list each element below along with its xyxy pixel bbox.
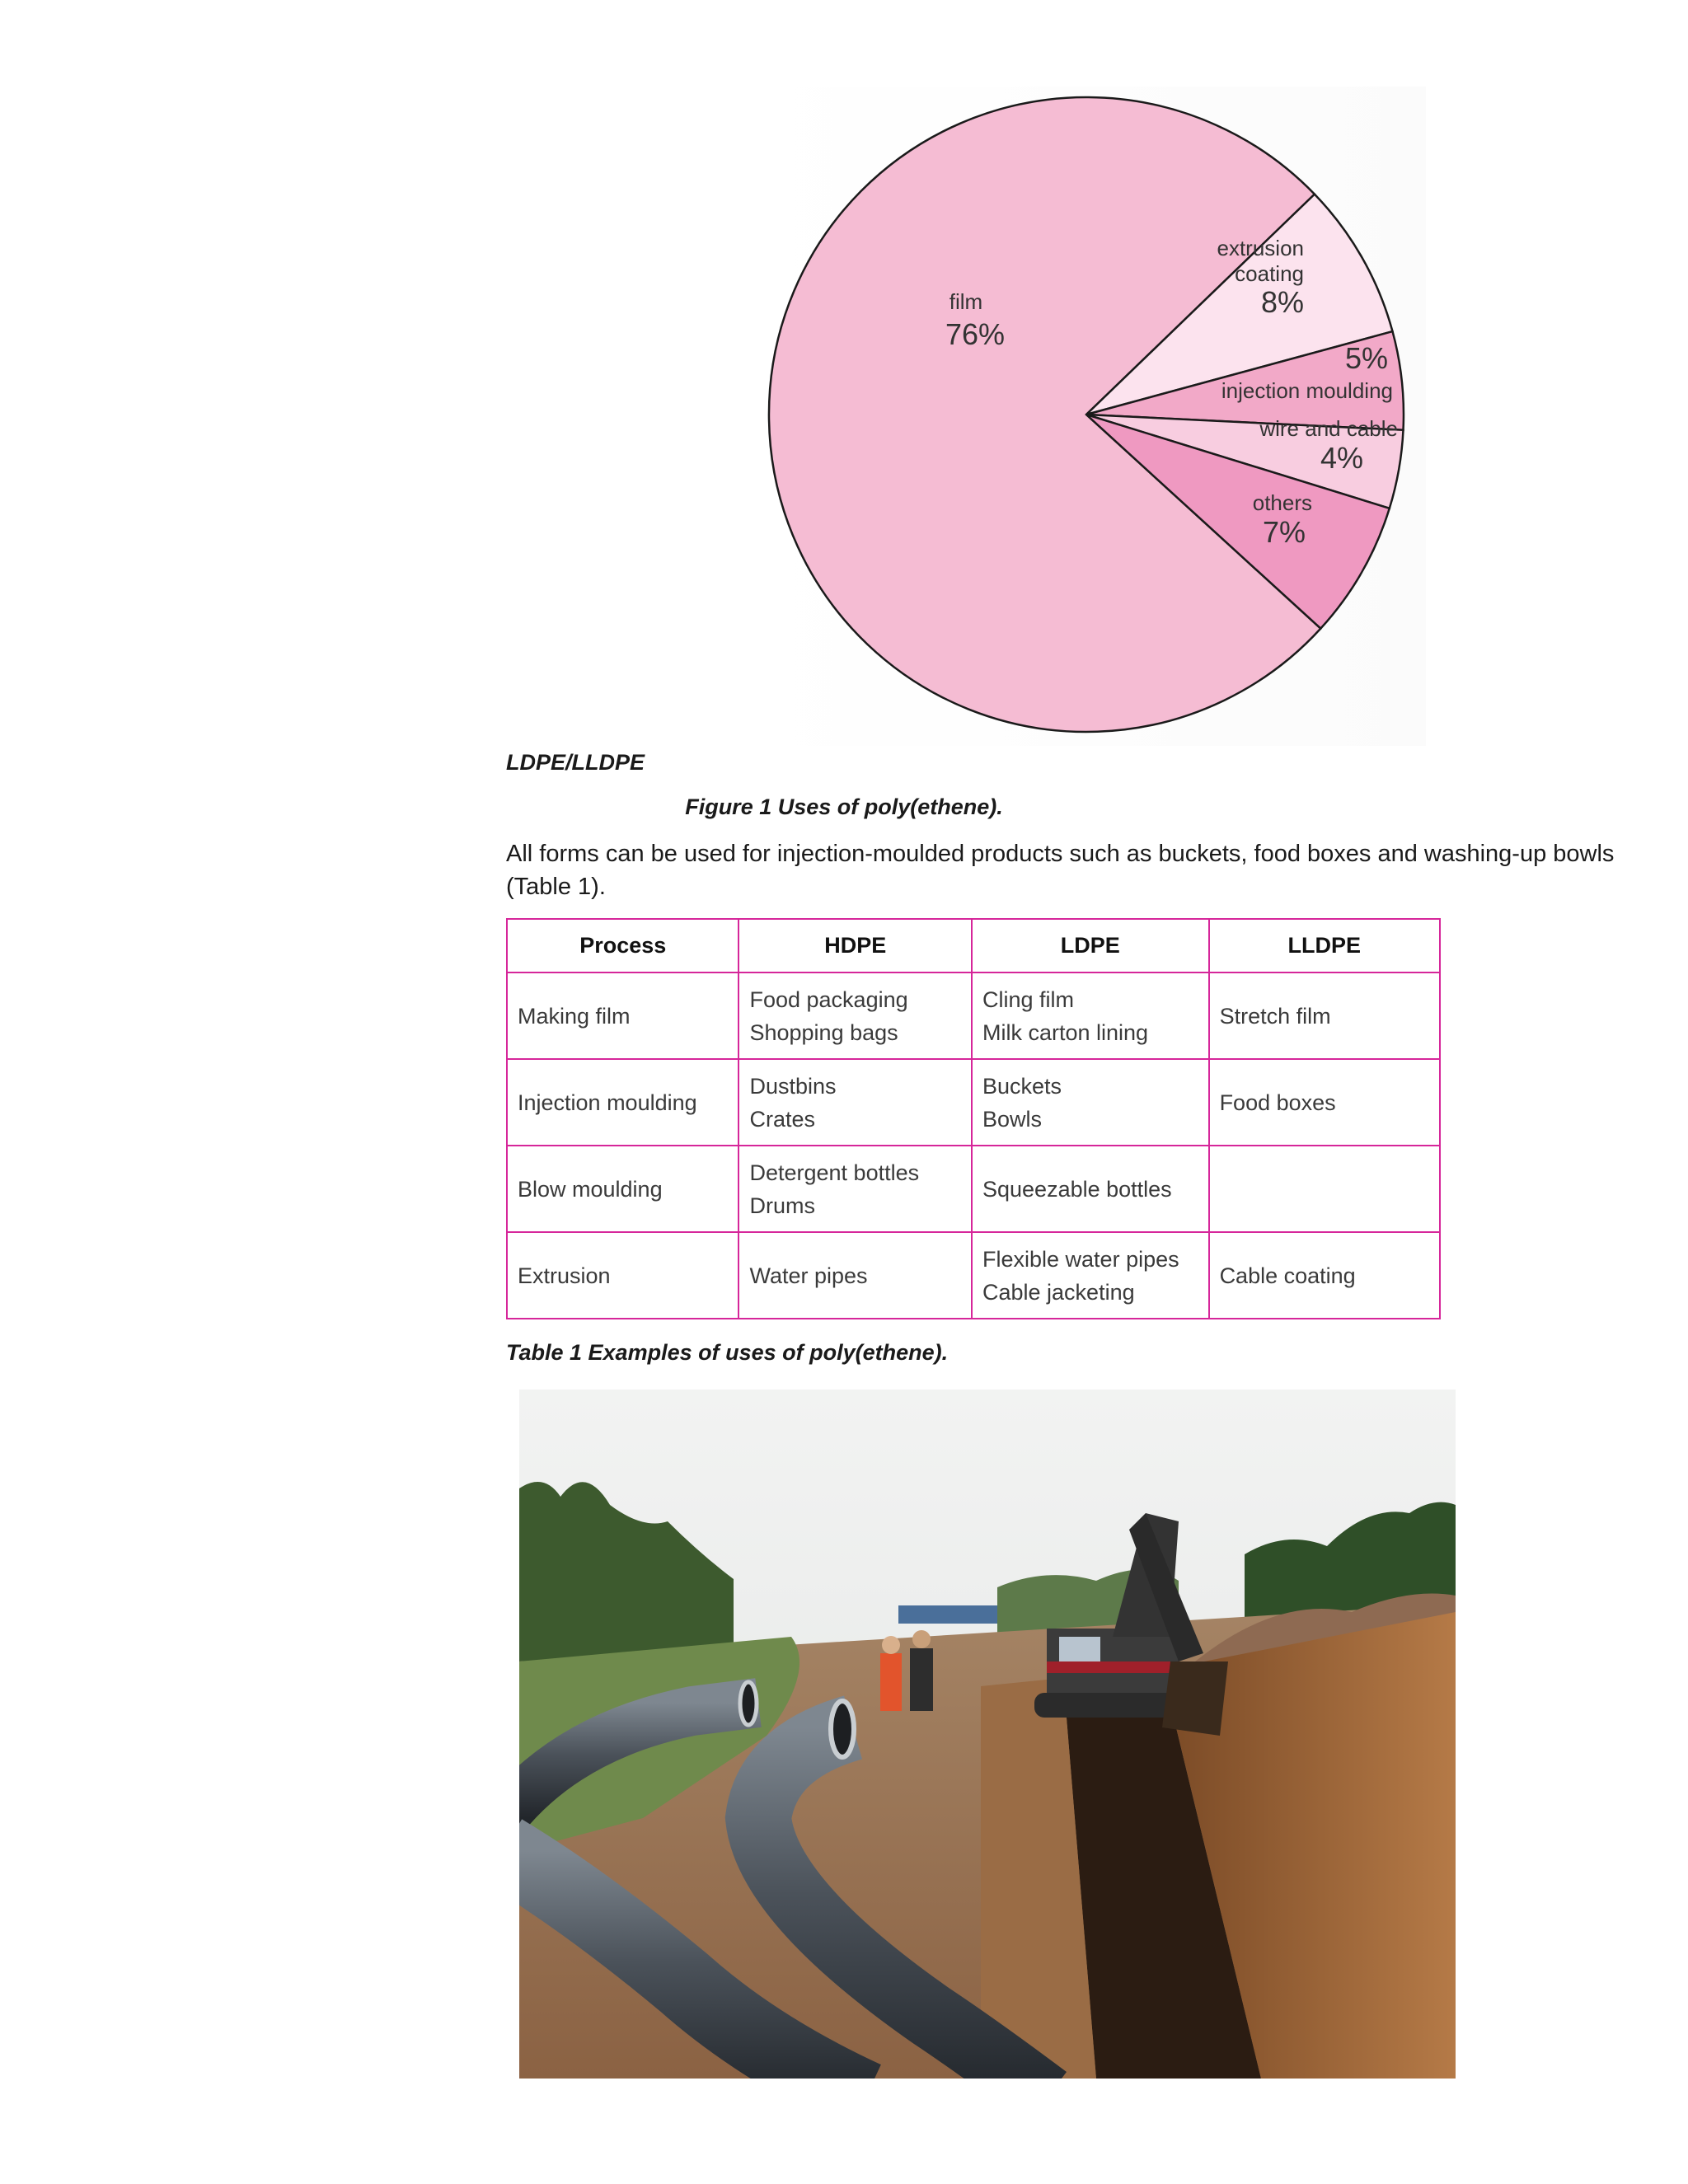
cell-line: Crates [749,1106,816,1132]
pie-value-wire-and-cable: 4% [1320,441,1363,475]
cell-hdpe [738,1232,972,1319]
cell-line: Drums [749,1193,815,1218]
cell-line: Milk carton lining [982,1019,1149,1045]
cell-process: Injection moulding [507,1059,738,1146]
pipe-end [740,1682,757,1725]
cell-line: Food boxes [1219,1090,1336,1115]
cell-ldpe [972,1059,1209,1146]
pie-value-film: 76% [945,317,1006,351]
cell-line: Food packaging [749,987,908,1012]
cell-ldpe [972,972,1209,1059]
pie-value-extrusion-coating: 8% [1260,285,1304,319]
table-header-row [507,919,1440,972]
table-row [507,1146,1440,1232]
table-row [507,1059,1440,1146]
header-process: Process [507,919,738,972]
uses-table [506,918,1441,1319]
cell-lldpe [1209,1059,1440,1146]
cell-process: Extrusion [507,1232,738,1319]
pie-label-others: others [1252,490,1312,515]
cell-line: Dustbins [749,1073,837,1099]
cell-line: Flexible water pipes [982,1246,1179,1272]
cell-hdpe [738,1146,972,1232]
pie-value-injection-moulding: 5% [1344,341,1388,375]
cell-lldpe [1209,972,1440,1059]
pie-chart [750,87,1426,746]
cell-line: Water pipes [749,1263,868,1288]
pipeline-photo [519,1390,1456,2079]
cell-line: Shopping bags [749,1019,898,1045]
distant-building [898,1605,997,1624]
section-label: LDPE/LLDPE [506,750,645,775]
pie-label-extrusion-coating: coating [1235,261,1304,286]
pie-label-film: film [949,289,983,314]
body-line-1: All forms can be used for injection-moulded products such as buckets, food boxes and washing-up bowls [506,841,1615,867]
cell-hdpe [738,1059,972,1146]
cell-ldpe [972,1146,1209,1232]
cell-process: Making film [507,972,738,1059]
cell-line: Buckets [982,1073,1062,1099]
cell-line: Cable coating [1219,1263,1356,1288]
cell-lldpe [1209,1146,1440,1232]
table-row [507,1232,1440,1319]
figure-caption: Figure 1 Uses of poly(ethene). [685,794,1003,819]
cell-line: Cable jacketing [982,1279,1135,1305]
cell-ldpe [972,1232,1209,1319]
cell-hdpe [738,972,972,1059]
header-hdpe: HDPE [738,919,972,972]
header-lldpe: LLDPE [1209,919,1440,972]
header-ldpe: LDPE [972,919,1209,972]
pie-label-wire-and-cable: wire and cable [1259,416,1398,441]
pipe-end [831,1701,854,1757]
cell-line: Stretch film [1219,1003,1331,1029]
cell-process: Blow moulding [507,1146,738,1232]
pie-chart-svg [750,87,1426,746]
pipeline-photo-illustration [519,1390,1456,2079]
body-line-2: (Table 1). [506,874,606,900]
table-row [507,972,1440,1059]
cell-line: Squeezable bottles [982,1176,1172,1202]
pie-label-extrusion-coating: extrusion [1217,236,1304,260]
body-paragraph [506,837,1676,903]
cell-line: Cling film [982,987,1075,1012]
cell-line: Bowls [982,1106,1043,1132]
cell-lldpe [1209,1232,1440,1319]
pie-value-others: 7% [1262,515,1306,549]
table-caption: Table 1 Examples of uses of poly(ethene). [506,1340,949,1365]
pie-label-injection-moulding: injection moulding [1221,378,1393,403]
cell-line: Detergent bottles [749,1160,920,1185]
